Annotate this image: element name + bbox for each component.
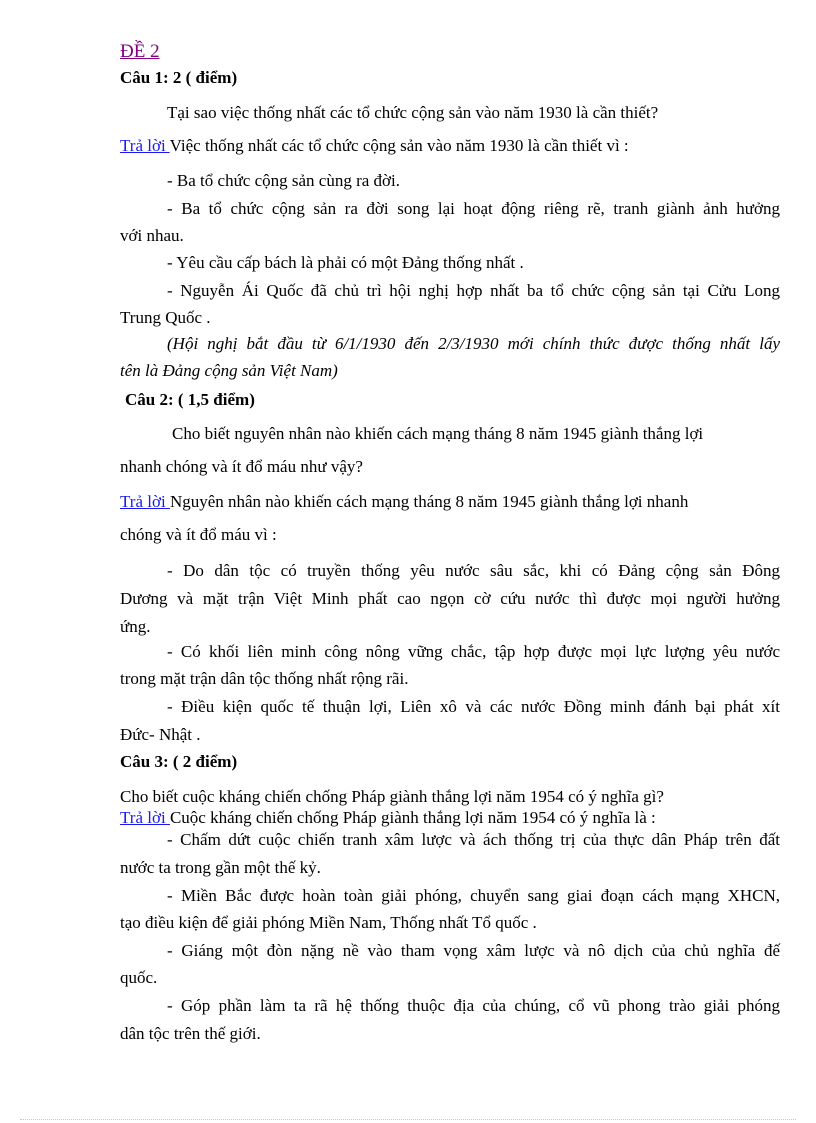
q3-point-2-cont: tạo điều kiện để giải phóng Miền Nam, Thống nhất Tổ quốc . [120, 913, 537, 932]
q2-point-1-end: ứng. [120, 617, 151, 636]
q1-point-1: - Ba tổ chức cộng sản cùng ra đời. [167, 171, 400, 190]
q2-heading: Câu 2: ( 1,5 điểm) [125, 390, 255, 409]
q2-answer-line [120, 492, 780, 512]
q3-heading: Câu 3: ( 2 điểm) [120, 752, 238, 771]
q2-point-2-cont: trong mặt trận dân tộc thống nhất rộng rãi. [120, 669, 409, 688]
q1-question: Tại sao việc thống nhất các tổ chức cộng sản vào năm 1930 là cần thiết? [167, 103, 659, 122]
q1-point-4-cont: Trung Quốc . [120, 308, 211, 327]
q2-answer-cont: chóng và ít đổ máu vì : [120, 525, 277, 544]
q1-note: (Hội nghị bắt đầu từ 6/1/1930 đến 2/3/1930 mới chính thức được thống nhất lấy [167, 334, 780, 353]
q2-point-3: - Điều kiện quốc tế thuận lợi, Liên xô và các nước Đồng minh đánh bại phát xít [167, 697, 780, 716]
q3-point-4: - Góp phần làm ta rã hệ thống thuộc địa của chúng, cổ vũ phong trào giải phóng [167, 996, 780, 1015]
q1-answer-text: Việc thống nhất các tổ chức cộng sản vào năm 1930 là cần thiết vì : [169, 136, 629, 155]
q1-point-2: - Ba tổ chức cộng sản ra đời song lại hoạt động riêng rẽ, tranh giành ảnh hưởng [167, 199, 780, 218]
page-bottom-divider [20, 1119, 796, 1120]
q1-point-3: - Yêu cầu cấp bách là phải có một Đảng thống nhất . [167, 253, 524, 272]
q3-question: Cho biết cuộc kháng chiến chống Pháp giành thắng lợi năm 1954 có ý nghĩa gì? [120, 787, 664, 806]
q3-answer-text: Cuộc kháng chiến chống Pháp giành thắng lợi năm 1954 có ý nghĩa là : [169, 808, 656, 827]
q1-note-cont: tên là Đảng cộng sản Việt Nam) [120, 361, 338, 380]
q2-answer-text: Nguyên nhân nào khiến cách mạng tháng 8 năm 1945 giành thắng lợi nhanh [169, 492, 689, 511]
q2-answer-link[interactable]: Trả lời [120, 492, 170, 511]
q2-point-3-cont: Đức- Nhật . [120, 725, 201, 744]
q1-point-4: - Nguyễn Ái Quốc đã chủ trì hội nghị hợp nhất ba tổ chức cộng sản tại Cửu Long [167, 281, 780, 300]
q2-question: Cho biết nguyên nhân nào khiến cách mạng tháng 8 năm 1945 giành thắng lợi [172, 424, 704, 443]
document-title[interactable]: ĐỀ 2 [120, 41, 160, 62]
q2-point-1: - Do dân tộc có truyền thống yêu nước sâu sắc, khi có Đảng cộng sản Đông [167, 561, 780, 580]
q3-answer-line [120, 808, 780, 828]
q2-point-2: - Có khối liên minh công nông vững chắc, tập hợp được mọi lực lượng yêu nước [167, 642, 780, 661]
q3-point-2: - Miền Bắc được hoàn toàn giải phóng, chuyển sang giai đoạn cách mạng XHCN, [167, 886, 780, 905]
q1-answer-link[interactable]: Trả lời [120, 136, 170, 155]
q3-point-1: - Chấm dứt cuộc chiến tranh xâm lược và ách thống trị của thực dân Pháp trên đất [167, 830, 780, 849]
q1-heading: Câu 1: 2 ( điểm) [120, 68, 238, 87]
q3-point-1-cont: nước ta trong gần một thế kỷ. [120, 858, 321, 877]
q3-point-3-cont: quốc. [120, 968, 158, 987]
q2-question-cont: nhanh chóng và ít đổ máu như vậy? [120, 457, 363, 476]
q3-point-4-cont: dân tộc trên thế giới. [120, 1024, 261, 1043]
q1-point-2-cont: với nhau. [120, 226, 184, 245]
q3-answer-link[interactable]: Trả lời [120, 808, 170, 827]
q3-point-3: - Giáng một đòn nặng nề vào tham vọng xâm lược và nô dịch của chủ nghĩa đế [167, 941, 780, 960]
q2-point-1-cont: Dương và mặt trận Việt Minh phất cao ngọn cờ cứu nước thì được mọi người hưởng [120, 589, 780, 608]
q1-answer-line [120, 136, 780, 156]
